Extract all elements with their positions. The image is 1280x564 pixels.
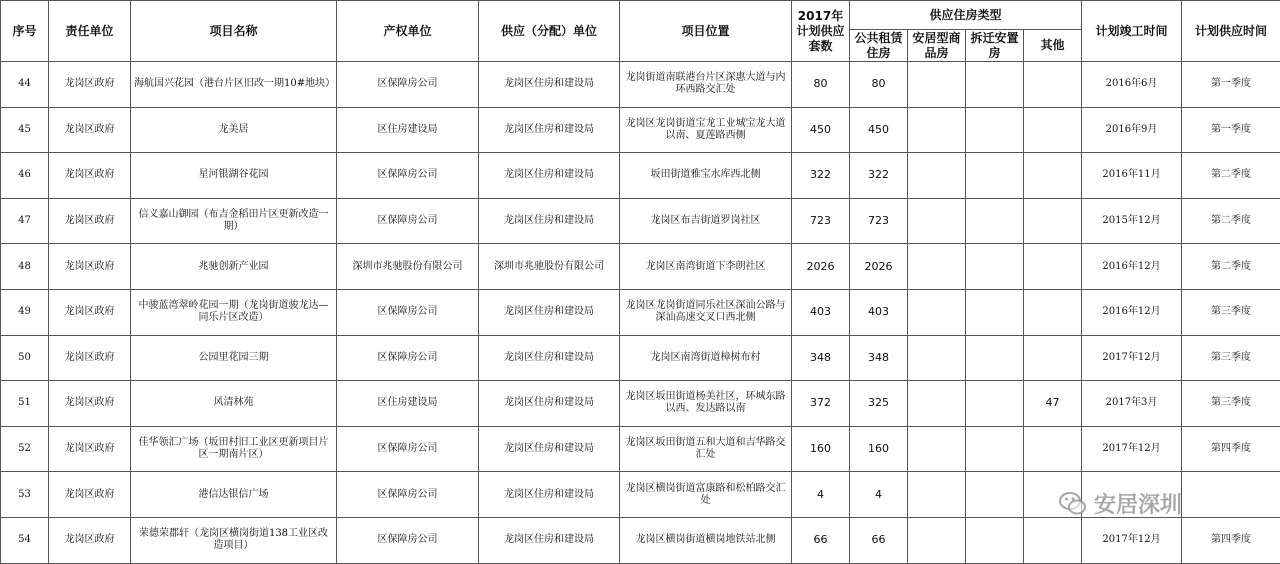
cell-unit: 龙岗区政府 — [49, 289, 131, 335]
cell-location: 龙岗区龙岗街道同乐社区深汕公路与深汕高速交叉口西北侧 — [620, 289, 792, 335]
cell-total: 66 — [792, 517, 850, 563]
cell-location: 龙岗区坂田街道五和大道和吉华路交汇处 — [620, 426, 792, 472]
header-completion: 计划竣工时间 — [1082, 1, 1182, 62]
cell-total: 348 — [792, 335, 850, 381]
cell-unit: 龙岗区政府 — [49, 426, 131, 472]
cell-owner: 区保障房公司 — [337, 426, 479, 472]
cell-location: 龙岗区横岗街道横岗地铁站北侧 — [620, 517, 792, 563]
cell-supply-time: 第四季度 — [1182, 517, 1280, 563]
cell-public-rent: 4 — [850, 472, 908, 518]
cell-public-rent: 2026 — [850, 244, 908, 290]
cell-seq: 44 — [1, 62, 49, 108]
cell-name: 公园里花园三期 — [131, 335, 337, 381]
table-row — [1, 198, 1280, 244]
table-row — [1, 426, 1280, 472]
cell-completion — [1082, 472, 1182, 518]
cell-commodity — [908, 381, 966, 427]
cell-location: 龙岗区龙岗街道宝龙工业城宝龙大道以南、夏莲路西侧 — [620, 107, 792, 153]
cell-owner: 区保障房公司 — [337, 198, 479, 244]
cell-completion: 2016年12月 — [1082, 244, 1182, 290]
cell-seq: 46 — [1, 153, 49, 199]
cell-unit: 龙岗区政府 — [49, 381, 131, 427]
cell-total: 403 — [792, 289, 850, 335]
cell-other — [1024, 289, 1082, 335]
cell-relocation — [966, 153, 1024, 199]
cell-location: 龙岗街道南联港台片区深惠大道与内环西路交汇处 — [620, 62, 792, 108]
cell-other: 47 — [1024, 381, 1082, 427]
table-row — [1, 517, 1280, 563]
table-header — [1, 1, 1280, 62]
cell-supply-time: 第二季度 — [1182, 198, 1280, 244]
cell-location: 龙岗区布吉街道罗岗社区 — [620, 198, 792, 244]
cell-relocation — [966, 335, 1024, 381]
cell-commodity — [908, 335, 966, 381]
cell-name: 港信达银信广场 — [131, 472, 337, 518]
cell-owner: 区保障房公司 — [337, 153, 479, 199]
cell-other — [1024, 244, 1082, 290]
cell-public-rent: 403 — [850, 289, 908, 335]
cell-name: 佳华领汇广场（坂田村旧工业区更新项目片区一期南片区） — [131, 426, 337, 472]
cell-public-rent: 160 — [850, 426, 908, 472]
header-total: 2017年计划供应套数 — [792, 1, 850, 62]
cell-owner: 区保障房公司 — [337, 472, 479, 518]
cell-supplier: 龙岗区住房和建设局 — [479, 62, 620, 108]
cell-commodity — [908, 62, 966, 108]
cell-relocation — [966, 289, 1024, 335]
cell-supplier: 龙岗区住房和建设局 — [479, 335, 620, 381]
cell-total: 4 — [792, 472, 850, 518]
cell-supplier: 龙岗区住房和建设局 — [479, 472, 620, 518]
cell-owner: 区住房建设局 — [337, 381, 479, 427]
cell-supply-time: 第一季度 — [1182, 107, 1280, 153]
cell-relocation — [966, 62, 1024, 108]
cell-relocation — [966, 198, 1024, 244]
cell-other — [1024, 335, 1082, 381]
cell-commodity — [908, 107, 966, 153]
cell-relocation — [966, 426, 1024, 472]
header-unit: 责任单位 — [49, 1, 131, 62]
cell-owner: 区保障房公司 — [337, 62, 479, 108]
cell-location: 坂田街道雅宝水库西北侧 — [620, 153, 792, 199]
cell-name: 龙美居 — [131, 107, 337, 153]
cell-public-rent: 80 — [850, 62, 908, 108]
cell-relocation — [966, 107, 1024, 153]
cell-public-rent: 723 — [850, 198, 908, 244]
cell-seq: 48 — [1, 244, 49, 290]
cell-owner: 深圳市兆驰股份有限公司 — [337, 244, 479, 290]
cell-supplier: 龙岗区住房和建设局 — [479, 153, 620, 199]
cell-supply-time: 第一季度 — [1182, 62, 1280, 108]
cell-unit: 龙岗区政府 — [49, 107, 131, 153]
cell-completion: 2017年12月 — [1082, 517, 1182, 563]
cell-public-rent: 348 — [850, 335, 908, 381]
cell-other — [1024, 472, 1082, 518]
cell-supply-time: 第三季度 — [1182, 381, 1280, 427]
cell-total: 450 — [792, 107, 850, 153]
cell-name: 兆驰创新产业园 — [131, 244, 337, 290]
cell-completion: 2015年12月 — [1082, 198, 1182, 244]
cell-name: 荣德荣郡轩（龙岗区横岗街道138工业区改造项目） — [131, 517, 337, 563]
cell-total: 372 — [792, 381, 850, 427]
cell-relocation — [966, 381, 1024, 427]
header-owner: 产权单位 — [337, 1, 479, 62]
cell-other — [1024, 62, 1082, 108]
cell-relocation — [966, 472, 1024, 518]
cell-other — [1024, 107, 1082, 153]
cell-seq: 45 — [1, 107, 49, 153]
cell-other — [1024, 153, 1082, 199]
cell-completion: 2016年11月 — [1082, 153, 1182, 199]
cell-unit: 龙岗区政府 — [49, 244, 131, 290]
header-seq: 序号 — [1, 1, 49, 62]
cell-name: 星河银湖谷花园 — [131, 153, 337, 199]
cell-supplier: 龙岗区住房和建设局 — [479, 381, 620, 427]
cell-completion: 2017年12月 — [1082, 335, 1182, 381]
cell-supplier: 深圳市兆驰股份有限公司 — [479, 244, 620, 290]
header-types: 供应住房类型 — [850, 1, 1082, 30]
cell-completion: 2017年3月 — [1082, 381, 1182, 427]
cell-unit: 龙岗区政府 — [49, 472, 131, 518]
cell-public-rent: 66 — [850, 517, 908, 563]
header-commodity: 安居型商品房 — [908, 30, 966, 62]
table-row — [1, 107, 1280, 153]
header-supply-time: 计划供应时间 — [1182, 1, 1280, 62]
cell-relocation — [966, 244, 1024, 290]
cell-supplier: 龙岗区住房和建设局 — [479, 517, 620, 563]
cell-relocation — [966, 517, 1024, 563]
header-location: 项目位置 — [620, 1, 792, 62]
cell-seq: 53 — [1, 472, 49, 518]
cell-owner: 区住房建设局 — [337, 107, 479, 153]
table-row — [1, 289, 1280, 335]
table-row — [1, 381, 1280, 427]
cell-commodity — [908, 244, 966, 290]
cell-commodity — [908, 198, 966, 244]
cell-public-rent: 325 — [850, 381, 908, 427]
cell-total: 723 — [792, 198, 850, 244]
header-public-rent: 公共租赁住房 — [850, 30, 908, 62]
cell-name: 信义嘉山御园（布吉金稻田片区更新改造一期） — [131, 198, 337, 244]
table-row — [1, 472, 1280, 518]
cell-location: 龙岗区南湾街道下李朗社区 — [620, 244, 792, 290]
cell-owner: 区保障房公司 — [337, 335, 479, 381]
cell-supply-time: 第二季度 — [1182, 153, 1280, 199]
watermark-text: 安居深圳 — [1094, 488, 1182, 519]
cell-seq: 50 — [1, 335, 49, 381]
cell-supply-time: 第三季度 — [1182, 289, 1280, 335]
cell-total: 322 — [792, 153, 850, 199]
cell-total: 160 — [792, 426, 850, 472]
cell-unit: 龙岗区政府 — [49, 153, 131, 199]
cell-completion: 2016年12月 — [1082, 289, 1182, 335]
cell-completion: 2016年9月 — [1082, 107, 1182, 153]
cell-seq: 51 — [1, 381, 49, 427]
cell-supply-time: 第二季度 — [1182, 244, 1280, 290]
header-name: 项目名称 — [131, 1, 337, 62]
header-relocation: 拆迁安置房 — [966, 30, 1024, 62]
cell-location: 龙岗区坂田街道杨美社区，环城东路以西、发达路以南 — [620, 381, 792, 427]
cell-supplier: 龙岗区住房和建设局 — [479, 107, 620, 153]
table-row — [1, 244, 1280, 290]
cell-public-rent: 322 — [850, 153, 908, 199]
cell-supplier: 龙岗区住房和建设局 — [479, 426, 620, 472]
cell-supply-time: 第三季度 — [1182, 335, 1280, 381]
cell-name: 海航国兴花园（港台片区旧改一期10#地块） — [131, 62, 337, 108]
cell-name: 风清林苑 — [131, 381, 337, 427]
cell-commodity — [908, 153, 966, 199]
cell-seq: 47 — [1, 198, 49, 244]
cell-seq: 52 — [1, 426, 49, 472]
table-row — [1, 153, 1280, 199]
cell-commodity — [908, 426, 966, 472]
cell-completion: 2016年6月 — [1082, 62, 1182, 108]
cell-location: 龙岗区南湾街道樟树布村 — [620, 335, 792, 381]
cell-location: 龙岗区横岗街道富康路和松柏路交汇处 — [620, 472, 792, 518]
cell-other — [1024, 517, 1082, 563]
cell-name: 中骏蓝湾翠岭花园一期（龙岗街道骏龙达—同乐片区改造） — [131, 289, 337, 335]
cell-supplier: 龙岗区住房和建设局 — [479, 289, 620, 335]
table-row — [1, 62, 1280, 108]
cell-commodity — [908, 472, 966, 518]
cell-completion: 2017年12月 — [1082, 426, 1182, 472]
header-supplier: 供应（分配）单位 — [479, 1, 620, 62]
header-other: 其他 — [1024, 30, 1082, 62]
cell-unit: 龙岗区政府 — [49, 335, 131, 381]
cell-owner: 区保障房公司 — [337, 517, 479, 563]
cell-public-rent: 450 — [850, 107, 908, 153]
cell-unit: 龙岗区政府 — [49, 62, 131, 108]
cell-commodity — [908, 289, 966, 335]
cell-supplier: 龙岗区住房和建设局 — [479, 198, 620, 244]
cell-other — [1024, 426, 1082, 472]
cell-commodity — [908, 517, 966, 563]
cell-seq: 54 — [1, 517, 49, 563]
cell-supply-time: 第四季度 — [1182, 426, 1280, 472]
table-body — [1, 62, 1280, 564]
cell-owner: 区保障房公司 — [337, 289, 479, 335]
cell-other — [1024, 198, 1082, 244]
cell-total: 2026 — [792, 244, 850, 290]
table-row — [1, 335, 1280, 381]
cell-unit: 龙岗区政府 — [49, 517, 131, 563]
cell-unit: 龙岗区政府 — [49, 198, 131, 244]
cell-seq: 49 — [1, 289, 49, 335]
cell-supply-time — [1182, 472, 1280, 518]
cell-total: 80 — [792, 62, 850, 108]
